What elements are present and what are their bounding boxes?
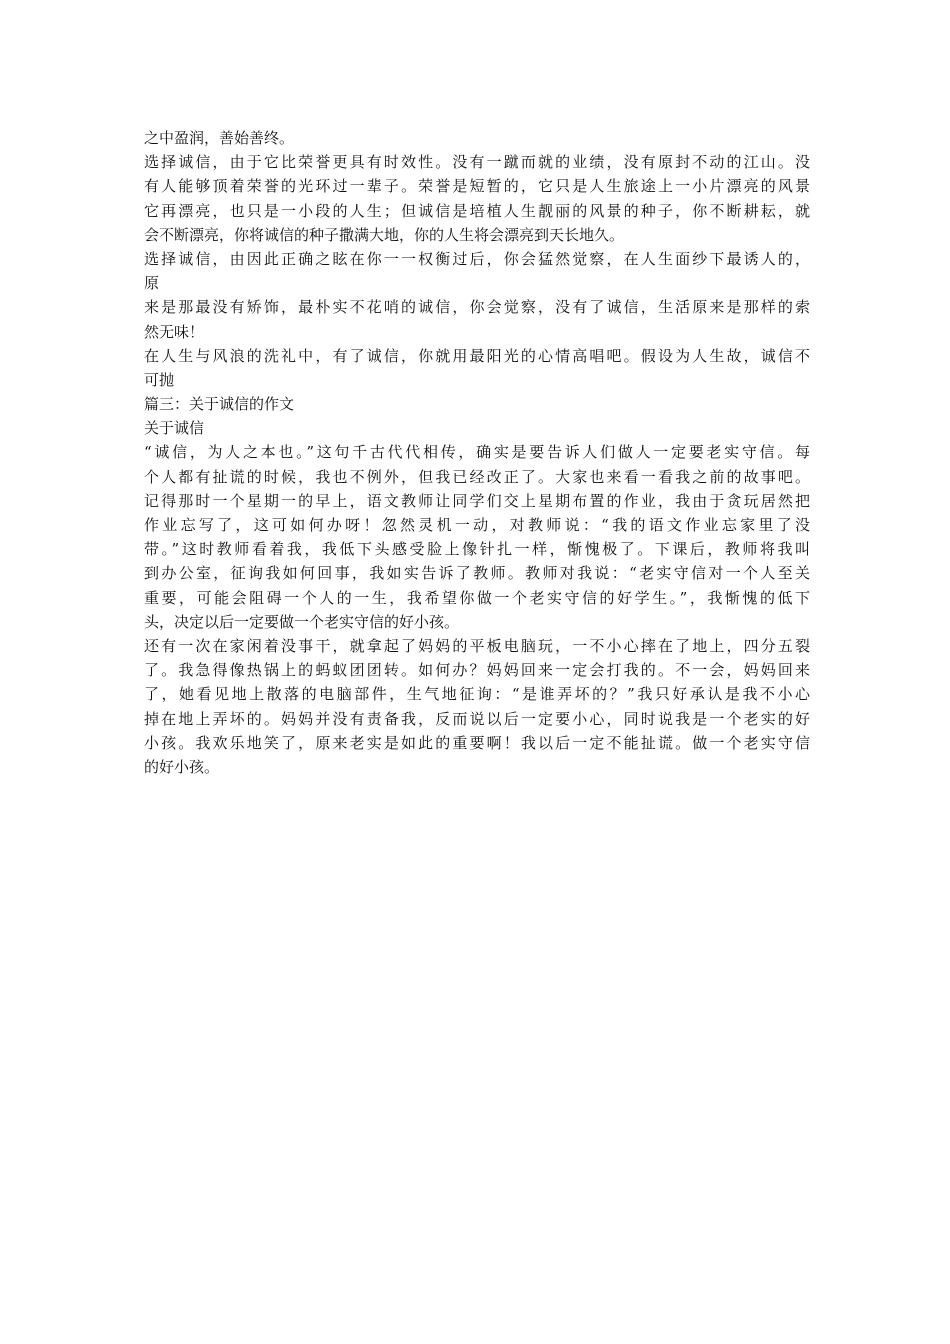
text-line: 记得那时一个星期一的早上，语文教师让同学们交上星期布置的作业，我由于贪玩居然把 [144,491,810,510]
text-line: 关于诚信 [144,419,205,438]
text-line: 来是那最没有矫饰，最朴实不花哨的诚信，你会觉察，没有了诚信，生活原来是那样的索 [144,298,810,317]
text-line: 之中盈润，善始善终。 [144,129,295,147]
text-line: 还有一次在家闲着没事干，就拿起了妈妈的平板电脑玩，一不小心摔在了地上，四分五裂 [144,636,810,655]
text-line: 在人生与风浪的洗礼中，有了诚信，你就用最阳光的心情高唱吧。假设为人生故，诚信不 [144,346,810,365]
text-line: 了。我急得像热锅上的蚂蚁团团转。如何办？妈妈回来一定会打我的。不一会，妈妈回来 [144,661,810,680]
text-line: 个人都有扯谎的时候，我也不例外，但我已经改正了。大家也来看一看我之前的故事吧。 [144,467,810,486]
text-line: 选择诚信，由因此正确之眩在你一一权衡过后，你会猛然觉察，在人生面纱下最诱人的， [144,249,810,268]
text-line: 掉在地上弄坏的。妈妈并没有责备我，反而说以后一定要小心，同时说我是一个老实的好 [144,709,810,728]
text-line: 会不断漂亮，你将诚信的种子撒满大地，你的人生将会漂亮到天长地久。 [144,225,625,244]
text-line: 了，她看见地上散落的电脑部件，生气地征询：“是谁弄坏的？”我只好承认是我不小心 [144,685,810,704]
text-line: 可抛 [144,370,175,389]
text-line: “诚信，为人之本也。”这句千古代代相传，确实是要告诉人们做人一定要老实守信。每 [144,443,810,462]
text-line: 重要，可能会阻碍一个人的一生，我希望你做一个老实守信的好学生。”，我惭愧的低下 [144,588,810,607]
text-line: 小孩。我欢乐地笑了，原来老实是如此的重要啊！我以后一定不能扯谎。做一个老实守信 [144,733,810,752]
text-line: 选择诚信，由于它比荣誉更具有时效性。没有一蹴而就的业绩，没有原封不动的江山。没 [144,153,810,172]
text-line: 原 [144,274,160,293]
text-line: 到办公室，征询我如何回事，我如实告诉了教师。教师对我说：“老实守信对一个人至关 [144,564,810,583]
document-body [144,126,810,779]
text-line: 有人能够顶着荣誉的光环过一辈子。荣誉是短暂的，它只是人生旅途上一小片漂亮的风景 [144,177,810,196]
text-line: 带。”这时教师看着我，我低下头感受脸上像针扎一样，惭愧极了。下课后，教师将我叫 [144,540,810,559]
text-line: 头，决定以后一定要做一个老实守信的好小孩。 [144,612,460,631]
text-line: 然无味！ [144,322,205,341]
text-line: 作业忘写了，这可如何办呀！忽然灵机一动，对教师说：“我的语文作业忘家里了没 [144,516,810,534]
text-line: 的好小孩。 [144,757,220,776]
text-line: 它再漂亮，也只是一小段的人生；但诚信是培植人生靓丽的风景的种子，你不断耕耘，就 [144,201,810,220]
text-line: 篇三：关于诚信的作文 [144,395,295,414]
